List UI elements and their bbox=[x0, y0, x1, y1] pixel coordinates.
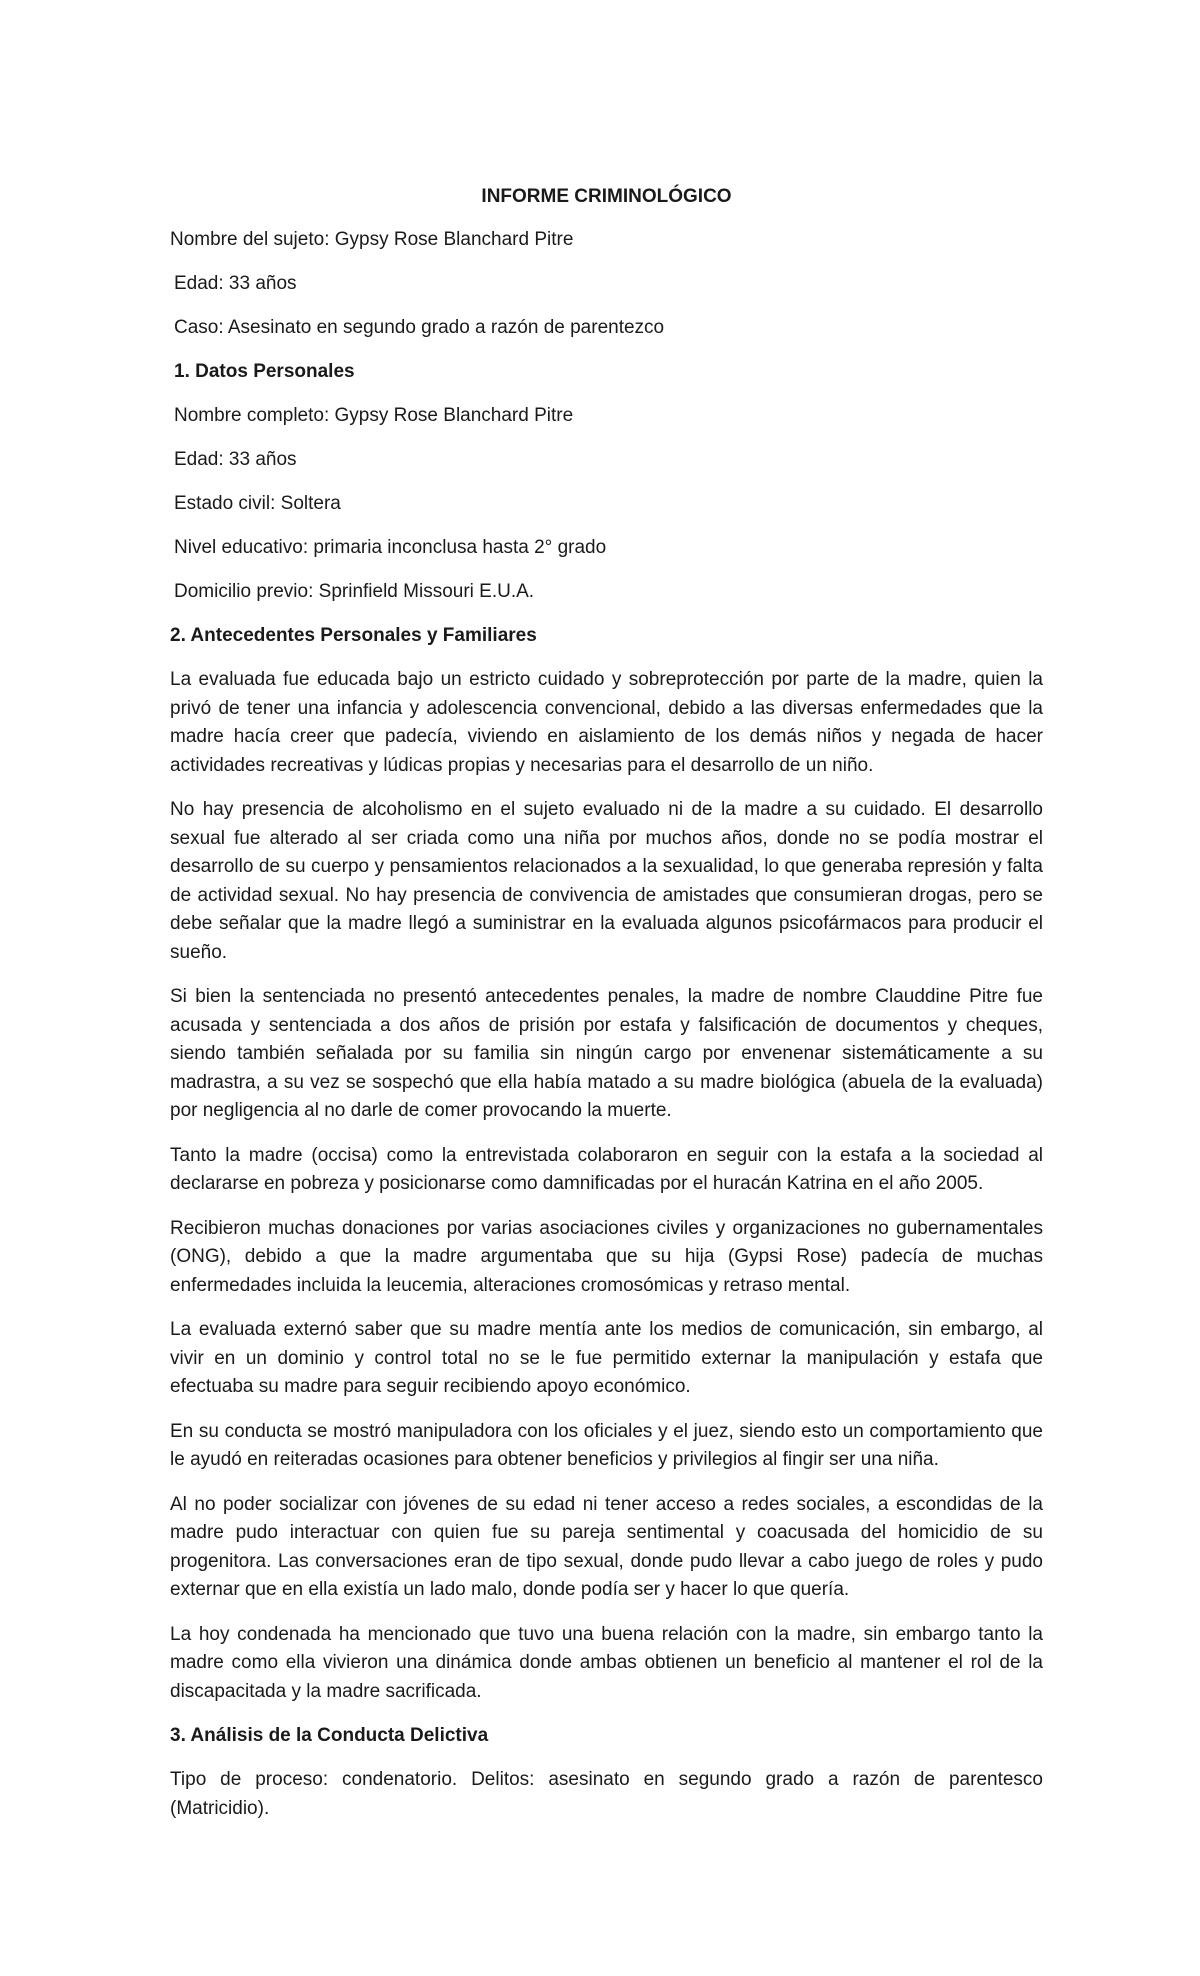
background-paragraph: En su conducta se mostró manipuladora con los oficiales y el juez, siendo esto un comportamiento que le ayudó en reiteradas ocasiones para obtener beneficios y privilegios al fingir ser una niña. bbox=[170, 1420, 1043, 1470]
criminal-analysis-paragraph: Tipo de proceso: condenatorio. Delitos: asesinato en segundo grado a razón de parentesco (Matricidio). bbox=[170, 1769, 1043, 1819]
subject-name-field: Nombre del sujeto: Gypsy Rose Blanchard Pitre bbox=[170, 229, 574, 250]
background-paragraph: Si bien la sentenciada no presentó antecedentes penales, la madre de nombre Clauddine Pitre fue acusada y sentenciada a dos años de prisión por estafa y falsificación de documentos y cheques, siendo también señalada por su familia sin ningún cargo por envenenar sistemáticamente a su madrastra, a su vez se sospechó que ella había matado a su madre biológica (abuela de la evaluada) por negligencia al no darle de comer provocando la muerte. bbox=[170, 986, 1043, 1121]
background-paragraph: Tanto la madre (occisa) como la entrevistada colaboraron en seguir con la estafa a la sociedad al declararse en pobreza y posicionarse como damnificadas por el huracán Katrina en el año 2005. bbox=[170, 1144, 1043, 1194]
background-paragraph: Recibieron muchas donaciones por varias asociaciones civiles y organizaciones no gubernamentales (ONG), debido a que la madre argumentaba que su hija (Gypsi Rose) padecía de muchas enfermedades incluida la leucemia, alteraciones cromosómicas y retraso mental. bbox=[170, 1217, 1043, 1296]
personal-age-field: Edad: 33 años bbox=[174, 449, 297, 470]
background-paragraph: No hay presencia de alcoholismo en el sujeto evaluado ni de la madre a su cuidado. El desarrollo sexual fue alterado al ser criada como una niña por muchos años, donde no se podía mostrar el desarrollo de su cuerpo y pensamientos relacionados a la sexualidad, lo que generaba represión y falta de actividad sexual. No hay presencia de convivencia de amistades que consumieran drogas, pero se debe señalar que la madre llegó a suministrar en la evaluada algunos psicofármacos para producir el sueño. bbox=[170, 799, 1043, 963]
background-paragraph: La evaluada externó saber que su madre mentía ante los medios de comunicación, sin embargo, al vivir en un dominio y control total no se le fue permitido externar la manipulación y estafa que efectuaba su madre para seguir recibiendo apoyo económico. bbox=[170, 1319, 1043, 1397]
background-paragraph: Al no poder socializar con jóvenes de su edad ni tener acceso a redes sociales, a escondidas de la madre pudo interactuar con quien fue su pareja sentimental y coacusada del homicidio de su progenitora. Las conversaciones eran de tipo sexual, donde pudo llevar a cabo juego de roles y pudo externar que en ella existía un lado malo, donde podía ser y hacer lo que quería. bbox=[170, 1493, 1043, 1600]
case-field: Caso: Asesinato en segundo grado a razón de parentezco bbox=[174, 317, 665, 338]
previous-address-field: Domicilio previo: Sprinfield Missouri E.U.A. bbox=[174, 581, 535, 602]
document-body bbox=[170, 183, 1043, 1839]
section-heading-background: 2. Antecedentes Personales y Familiares bbox=[170, 625, 537, 646]
document-title: INFORME CRIMINOLÓGICO bbox=[481, 186, 732, 207]
section-heading-criminal-analysis: 3. Análisis de la Conducta Delictiva bbox=[170, 1725, 489, 1746]
age-field: Edad: 33 años bbox=[174, 273, 297, 294]
background-paragraph: La evaluada fue educada bajo un estricto cuidado y sobreprotección por parte de la madre, quien la privó de tener una infancia y adolescencia convencional, debido a las diversas enfermedades que la madre hacía creer que padecía, viviendo en aislamiento de los demás niños y negada de hacer actividades recreativas y lúdicas propias y necesarias para el desarrollo de un niño. bbox=[170, 669, 1043, 776]
section-heading-personal-data: 1. Datos Personales bbox=[174, 361, 355, 382]
background-paragraph: La hoy condenada ha mencionado que tuvo una buena relación con la madre, sin embargo tanto la madre como ella vivieron una dinámica donde ambas obtienen un beneficio al mantener el rol de la discapacitada y la madre sacrificada. bbox=[170, 1623, 1043, 1702]
full-name-field: Nombre completo: Gypsy Rose Blanchard Pitre bbox=[174, 405, 574, 426]
marital-status-field: Estado civil: Soltera bbox=[174, 493, 341, 514]
education-level-field: Nivel educativo: primaria inconclusa hasta 2° grado bbox=[174, 537, 607, 558]
